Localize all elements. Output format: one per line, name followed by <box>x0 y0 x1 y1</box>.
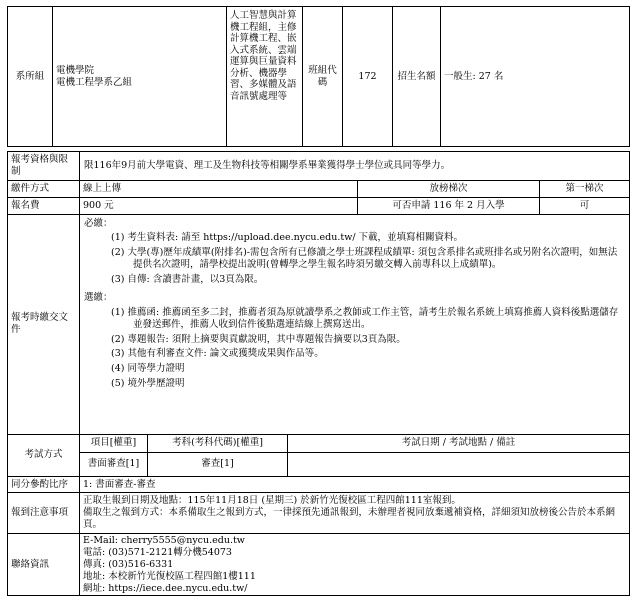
optional-item: (3) 其他有利審查文件: 論文或獲獎成果與作品等。 <box>111 348 324 360</box>
dept-description: 人工智慧與計算機工程組，主修計算機工程、嵌入式系統、雲端運算與巨量資料分析、機器學習、多媒體及語音訊號處理等 <box>227 7 303 147</box>
quota-value: 一般生: 27 名 <box>441 7 630 147</box>
dept-label: 系所組 <box>8 7 53 147</box>
required-item: (3) 自傳: 含讀書計畫，以3頁為限。 <box>111 274 264 285</box>
qualification-value: 限116年9月前大學電資、理工及生物科技等相關學系畢業獲得學士學位或具同等學力。 <box>80 152 630 181</box>
optional-item: (5) 境外學歷證明 <box>111 378 185 390</box>
class-code-label: 班組代碼 <box>303 7 343 147</box>
notice-line-waitlist: 備取生之報到方式：本系備取生之報到方式，一律採預先通訊報到，未辦理者視同放棄遞補資格，詳細須知放榜後公告於本系網頁。 <box>83 507 616 531</box>
optional-item: (4) 同等學力證明 <box>111 363 185 375</box>
exam-date-value <box>288 452 630 476</box>
college-name: 電機學院 <box>56 64 95 76</box>
exam-item-value: 書面審查[1] <box>80 452 148 476</box>
exam-col-subject: 考科(考科代碼)[權重] <box>148 434 288 452</box>
notice-label: 報到注意事項 <box>8 493 80 534</box>
tie-break-label: 同分參酌比序 <box>8 476 80 493</box>
fee-value: 900 元 <box>80 197 358 214</box>
contact-fax: 傳真: (03)516-6331 <box>83 558 174 570</box>
class-code: 172 <box>343 7 393 147</box>
batch-value: 第一梯次 <box>540 180 630 197</box>
department-name: 電機工程學系乙組 <box>56 76 133 88</box>
payment-label: 繳件方式 <box>8 180 80 197</box>
exam-col-item: 項目[權重] <box>80 434 148 452</box>
exam-label: 考試方式 <box>8 434 80 476</box>
qualification-label: 報考資格與限制 <box>8 152 80 181</box>
optional-item: (2) 專題報告: 須附上摘要與貢獻說明，其中專題報告摘要以3頁為限。 <box>111 333 406 345</box>
feb-entry-value: 可 <box>540 197 630 214</box>
required-item: (2) 大學(專)歷年成績單(附排名)-需包含所有已修讀之學士班課程成績單: 須包含系排名或班排名或另附名次證明，如無法提供名次證明，請學校提出說明(曾轉學之學生報名時須另繳交轉入前專科以上成績單)。 <box>111 247 618 271</box>
quota-label: 招生名額 <box>393 7 441 147</box>
feb-entry-label: 可否申請 116 年 2 月入學 <box>358 197 540 214</box>
dept-header-table <box>7 6 630 147</box>
requirements-table <box>7 151 630 596</box>
contact-info <box>80 534 630 596</box>
contact-address: 地址: 本校新竹光復校區工程四館1樓111 <box>83 570 256 582</box>
exam-subject-value: 審查[1] <box>148 452 288 476</box>
tie-break-value: 1: 書面審查-審查 <box>80 476 630 493</box>
fee-label: 報名費 <box>8 197 80 214</box>
optional-item: (1) 推薦函: 推薦函至多二封，推薦者須為原就讀學系之教師或工作主管，請考生於報名系統上填寫推薦人資料後點選儲存並發送郵件，推薦人收到信件後點選連結線上撰寫送出。 <box>111 306 619 330</box>
contact-phone: 電話: (03)571-2121轉分機54073 <box>83 546 232 558</box>
batch-label: 放榜梯次 <box>358 180 540 197</box>
contact-website[interactable]: 網址: https://iece.dee.nycu.edu.tw/ <box>83 582 248 594</box>
required-title: 必繳： <box>84 217 113 229</box>
notice-line-regular: 正取生報到日期及地點：115年11月18日 (星期三) 於新竹光復校區工程四館111室報到。 <box>83 495 461 507</box>
documents-label: 報考時繳交文件 <box>8 214 80 434</box>
documents-list <box>80 214 630 434</box>
contact-email[interactable]: E-Mail: cherry5555@nycu.edu.tw <box>83 535 245 546</box>
optional-title: 選繳： <box>84 291 113 303</box>
contact-label: 聯絡資訊 <box>8 534 80 596</box>
notice-value <box>80 493 630 534</box>
required-item: (1) 考生資料表: 請至 https://upload.dee.nycu.edu.tw/ 下載，並填寫相關資料。 <box>111 232 464 244</box>
payment-value: 線上上傳 <box>80 180 358 197</box>
dept-name <box>53 7 227 147</box>
exam-col-date: 考試日期 / 考試地點 / 備註 <box>288 434 630 452</box>
